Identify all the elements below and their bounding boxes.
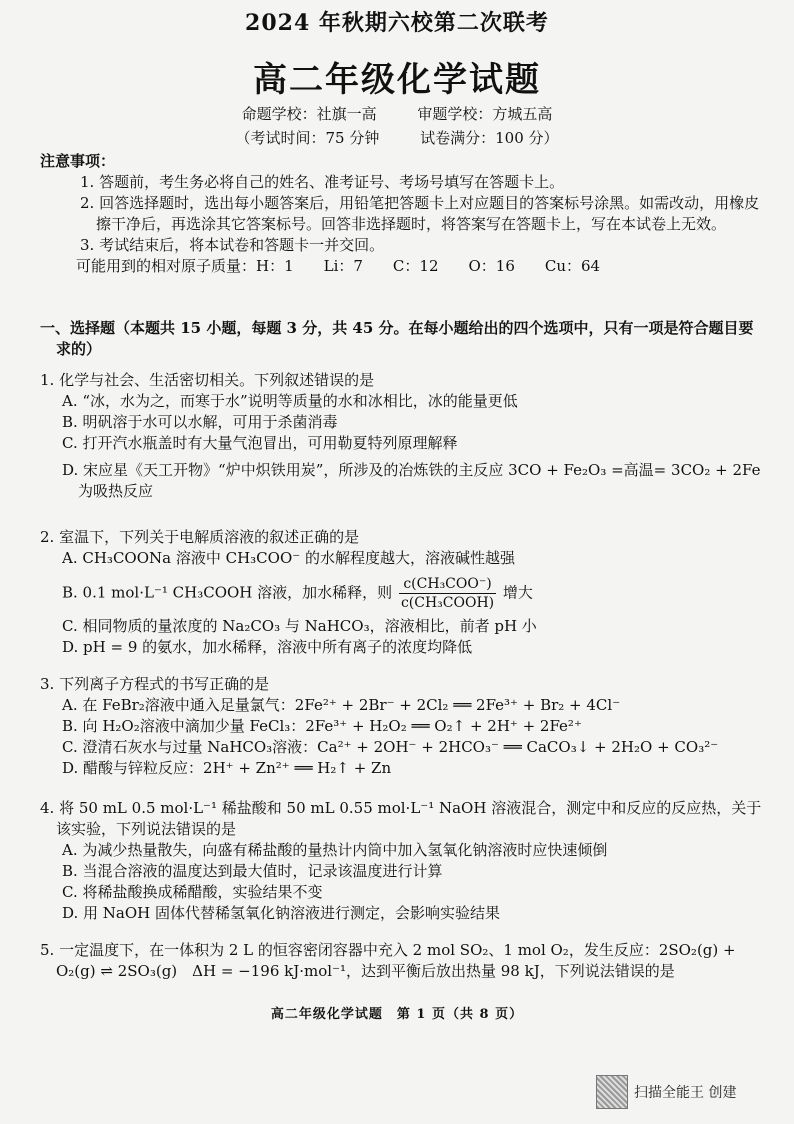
question-stem: 5. 一定温度下，在一体积为 2 L 的恒容密闭容器中充入 2 mol SO₂、1 mol O₂，发生反应：2SO₂(g) + O₂(g) ⇌ 2SO₃(g) ΔH = −196 kJ·mol⁻¹，达到平衡后放出热量 98 kJ，下列说法错误的是 [40,941,736,980]
fraction-numerator: c(CH₃COO⁻) [399,575,496,594]
question-2 [40,527,768,658]
fraction-suffix: 增大 [502,583,533,602]
option-b: B. 当混合溶液的温度达到最大值时，记录该温度进行计算 [62,862,443,880]
exam-info [0,127,794,148]
question-1 [40,370,768,502]
option-a: A. “冰，水为之，而寒于水”说明等质量的水和冰相比，冰的能量更低 [62,392,518,410]
option-b: B. 向 H₂O₂溶液中滴加少量 FeCl₃：2Fe³⁺ + H₂O₂ ══ O₂↑ + 2H⁺ + 2Fe²⁺ [62,717,582,735]
note-item: 1. 答题前，考生务必将自己的姓名、准考证号、考场号填写在答题卡上。 [80,173,565,191]
option-a: A. 在 FeBr₂溶液中通入足量氯气：2Fe²⁺ + 2Br⁻ + 2Cl₂ ══ 2Fe³⁺ + Br₂ + 4Cl⁻ [62,696,621,714]
option-c: C. 相同物质的量浓度的 Na₂CO₃ 与 NaHCO₃，溶液相比，前者 pH 小 [62,617,537,635]
notes-heading: 注意事项： [40,152,116,170]
fraction-denominator: c(CH₃COOH) [400,595,495,611]
option-d: D. 用 NaOH 固体代替稀氢氧化钠溶液进行测定，会影响实验结果 [62,904,501,922]
option-d: D. pH = 9 的氨水，加水稀释，溶液中所有离子的浓度均降低 [62,638,473,656]
option-a: A. 为减少热量散失，向盛有稀盐酸的量热计内筒中加入氢氧化钠溶液时应快速倾倒 [62,841,608,859]
option-b-text: B. 0.1 mol·L⁻¹ CH₃COOH 溶液，加水稀释，则 [62,583,393,602]
section-title: 一、选择题（本题共 15 小题，每题 3 分，共 45 分。在每小题给出的四个选项中，只有一项是符合题目要求的） [40,319,754,358]
school-info [0,103,794,124]
exam-time: （考试时间：75 分钟 [235,129,380,147]
question-stem: 3. 下列离子方程式的书写正确的是 [40,675,270,693]
option-c: C. 将稀盐酸换成稀醋酸，实验结果不变 [62,883,323,901]
atomic-mass-line: 可能用到的相对原子质量：H：1 Li：7 C：12 O：16 Cu：64 [76,257,601,275]
page-footer: 高二年级化学试题 第 1 页（共 8 页） [270,1007,524,1022]
watermark-text: 扫描全能王 创建 [634,1085,737,1101]
option-d: D. 醋酸与锌粒反应：2H⁺ + Zn²⁺ ══ H₂↑ + Zn [62,759,392,777]
scanner-watermark [596,1074,736,1110]
option-c: C. 澄清石灰水与过量 NaHCO₃溶液：Ca²⁺ + 2OH⁻ + 2HCO₃⁻ ══ CaCO₃↓ + 2H₂O + CO₃²⁻ [62,738,719,756]
exam-header: 2024 年秋期六校第二次联考 [245,10,549,36]
question-5 [40,940,768,982]
page-title: 高二年级化学试题 [253,60,541,100]
concentration-fraction [399,575,496,612]
notes-section [40,151,768,277]
note-item: 3. 考试结束后，将本试卷和答题卡一并交回。 [80,236,385,254]
question-stem: 4. 将 50 mL 0.5 mol·L⁻¹ 稀盐酸和 50 mL 0.55 mol·L⁻¹ NaOH 溶液混合，测定中和反应的反应热，关于该实验，下列说法错误的是 [40,799,762,838]
option-c: C. 打开汽水瓶盖时有大量气泡冒出，可用勒夏特列原理解释 [62,434,458,452]
question-stem: 1. 化学与社会、生活密切相关。下列叙述错误的是 [40,371,375,389]
option-b [40,575,768,612]
author-school: 命题学校：社旗一高 [241,105,377,123]
question-3 [40,674,768,779]
option-d: D. 宋应星《天工开物》“炉中炽铁用炭”，所涉及的冶炼铁的主反应 3CO + Fe₂O₃ =高温= 3CO₂ + 2Fe 为吸热反应 [62,461,761,500]
option-b: B. 明矾溶于水可以水解，可用于杀菌消毒 [62,413,338,431]
option-a: A. CH₃COONa 溶液中 CH₃COO⁻ 的水解程度越大，溶液碱性越强 [62,549,515,567]
note-item: 2. 回答选择题时，选出每小题答案后，用铅笔把答题卡上对应题目的答案标号涂黑。如需改动，用橡皮擦干净后，再选涂其它答案标号。回答非选择题时，将答案写在答题卡上，写在本试卷上无效。 [80,194,760,233]
qr-code-icon [596,1075,628,1109]
question-4 [40,798,768,924]
review-school: 审题学校：方城五高 [417,105,553,123]
exam-score: 试卷满分：100 分） [420,129,559,147]
question-stem: 2. 室温下，下列关于电解质溶液的叙述正确的是 [40,528,360,546]
